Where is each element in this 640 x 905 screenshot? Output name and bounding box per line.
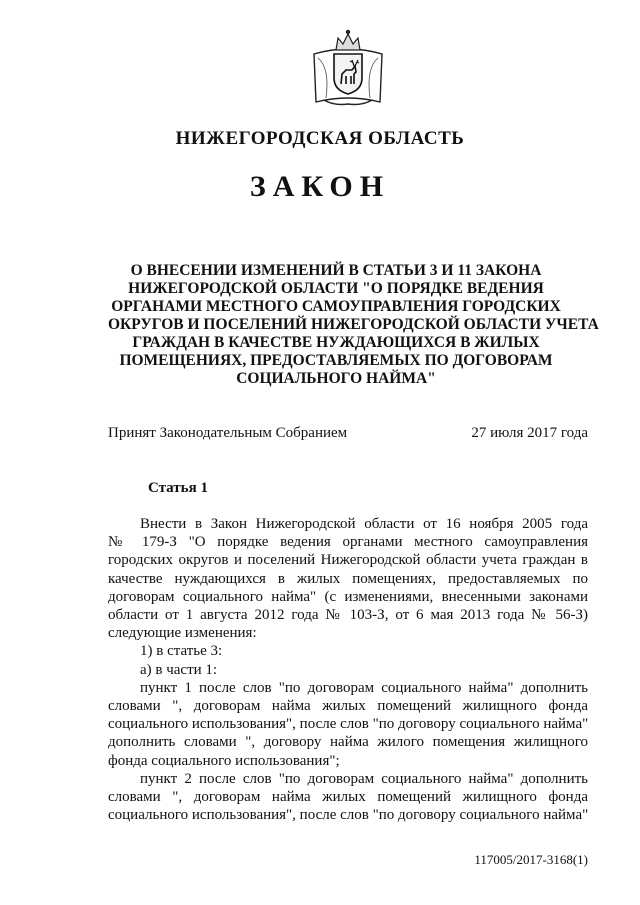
law-title-line: НИЖЕГОРОДСКОЙ ОБЛАСТИ "О ПОРЯДКЕ ВЕДЕНИЯ: [128, 280, 544, 297]
body-line: социального использования", после слов "по договору социального найма": [108, 807, 589, 824]
law-title-line: ОКРУГОВ И ПОСЕЛЕНИЙ НИЖЕГОРОДСКОЙ ОБЛАСТИ УЧЕТА: [108, 316, 599, 333]
law-title-line: О ВНЕСЕНИИ ИЗМЕНЕНИЙ В СТАТЬИ 3 И 11 ЗАКОНА: [130, 262, 542, 279]
body-line: городских округов и поселений Нижегородской области учета граждан в: [108, 552, 588, 569]
body-line: социального использования", после слов "по договору социального найма": [108, 716, 589, 733]
body-line: словами ", договорам найма жилых помещений жилищного фонда: [108, 789, 588, 806]
region-name: НИЖЕГОРОДСКАЯ ОБЛАСТЬ: [175, 128, 465, 149]
body-line: пункт 2 после слов "по договорам социального найма" дополнить: [140, 770, 588, 787]
body-line: словами ", договорам найма жилых помещений жилищного фонда: [108, 698, 588, 715]
body-line: Внести в Закон Нижегородской области от 16 ноября 2005 года: [140, 516, 588, 532]
law-title-line: ГРАЖДАН В КАЧЕСТВЕ НУЖДАЮЩИХСЯ В ЖИЛЫХ: [132, 334, 540, 351]
body-line: качестве нуждающихся в жилых помещениях, предоставляемых по: [108, 570, 588, 587]
article-body: [108, 515, 588, 824]
body-line: а) в части 1:: [140, 661, 218, 678]
document-number: 117005/2017-3168(1): [474, 852, 588, 867]
law-title: [108, 262, 599, 388]
adopted-by: Принят Законодательным Собранием: [108, 425, 348, 441]
document-type: ЗАКОН: [249, 170, 391, 203]
coat-of-arms-icon: [310, 28, 386, 108]
law-title-line: ПОМЕЩЕНИЯХ, ПРЕДОСТАВЛЯЕМЫХ ПО ДОГОВОРАМ: [119, 352, 553, 369]
body-line: области от 1 августа 2012 года № 103-З, от 6 мая 2013 года № 56-З): [108, 607, 588, 624]
body-line: фонда социального использования";: [108, 752, 340, 769]
law-title-line: СОЦИАЛЬНОГО НАЙМА": [236, 370, 436, 387]
article-heading: Статья 1: [148, 480, 208, 496]
body-line: дополнить словами ", договору найма жилого помещения жилищного: [108, 734, 588, 751]
body-line: 1) в статье 3:: [140, 643, 223, 660]
body-line: № 179-З "О порядке ведения органами местного самоуправления: [108, 534, 588, 551]
law-title-line: ОРГАНАМИ МЕСТНОГО САМОУПРАВЛЕНИЯ ГОРОДСКИХ: [111, 298, 561, 315]
body-line: договорам социального найма" (с изменениями, внесенными законами: [108, 588, 588, 605]
body-line: пункт 1 после слов "по договорам социального найма" дополнить: [140, 679, 588, 696]
body-line: следующие изменения:: [108, 625, 257, 642]
adoption-date: 27 июля 2017 года: [471, 425, 588, 441]
